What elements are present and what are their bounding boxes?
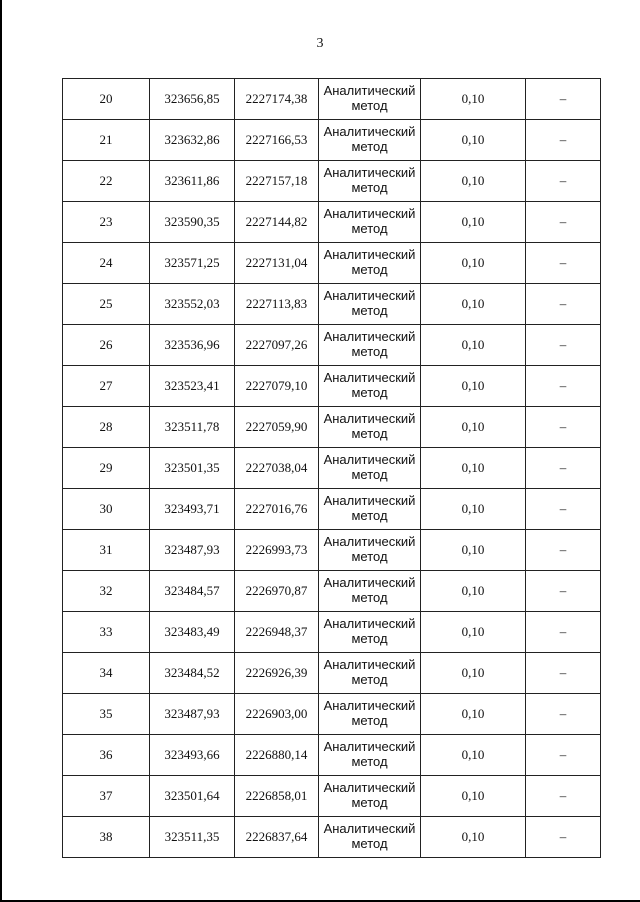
method-line-2: метод <box>351 631 388 646</box>
method-line-1: Аналитический <box>323 206 416 222</box>
method-line-2: метод <box>351 180 388 195</box>
method-line-2: метод <box>351 262 388 277</box>
page-number: 3 <box>316 36 324 51</box>
note-cell: – <box>526 489 601 530</box>
point-number-cell: 32 <box>63 571 150 612</box>
x-coordinate-cell: 323511,78 <box>150 407 235 448</box>
table-row <box>63 79 601 120</box>
x-coordinate-cell: 323493,66 <box>150 735 235 776</box>
point-number-cell: 38 <box>63 817 150 858</box>
table-row <box>63 489 601 530</box>
accuracy-cell: 0,10 <box>421 407 526 448</box>
point-number-cell: 23 <box>63 202 150 243</box>
accuracy-cell: 0,10 <box>421 202 526 243</box>
x-coordinate-cell: 323536,96 <box>150 325 235 366</box>
y-coordinate-cell: 2227144,82 <box>235 202 319 243</box>
method-line-1: Аналитический <box>323 698 416 714</box>
table-row <box>63 243 601 284</box>
y-coordinate-cell: 2227166,53 <box>235 120 319 161</box>
accuracy-cell: 0,10 <box>421 325 526 366</box>
note-cell: – <box>526 79 601 120</box>
x-coordinate-cell: 323487,93 <box>150 694 235 735</box>
x-coordinate-cell: 323501,35 <box>150 448 235 489</box>
x-coordinate-cell: 323501,64 <box>150 776 235 817</box>
note-cell: – <box>526 202 601 243</box>
point-number-cell: 22 <box>63 161 150 202</box>
coordinates-table-body <box>63 79 601 858</box>
y-coordinate-cell: 2226970,87 <box>235 571 319 612</box>
x-coordinate-cell: 323523,41 <box>150 366 235 407</box>
method-cell <box>319 530 421 571</box>
point-number-cell: 31 <box>63 530 150 571</box>
note-cell: – <box>526 530 601 571</box>
method-line-2: метод <box>351 139 388 154</box>
x-coordinate-cell: 323611,86 <box>150 161 235 202</box>
method-cell <box>319 489 421 530</box>
table-row <box>63 325 601 366</box>
y-coordinate-cell: 2227038,04 <box>235 448 319 489</box>
x-coordinate-cell: 323484,57 <box>150 571 235 612</box>
method-line-1: Аналитический <box>323 124 416 140</box>
method-line-1: Аналитический <box>323 780 416 796</box>
method-line-2: метод <box>351 467 388 482</box>
method-line-1: Аналитический <box>323 288 416 304</box>
table-row <box>63 735 601 776</box>
x-coordinate-cell: 323493,71 <box>150 489 235 530</box>
y-coordinate-cell: 2226880,14 <box>235 735 319 776</box>
method-cell <box>319 694 421 735</box>
y-coordinate-cell: 2226926,39 <box>235 653 319 694</box>
note-cell: – <box>526 120 601 161</box>
y-coordinate-cell: 2226837,64 <box>235 817 319 858</box>
point-number-cell: 25 <box>63 284 150 325</box>
note-cell: – <box>526 735 601 776</box>
method-line-2: метод <box>351 672 388 687</box>
table-row <box>63 448 601 489</box>
point-number-cell: 26 <box>63 325 150 366</box>
table-row <box>63 407 601 448</box>
method-line-2: метод <box>351 713 388 728</box>
note-cell: – <box>526 284 601 325</box>
point-number-cell: 33 <box>63 612 150 653</box>
point-number-cell: 29 <box>63 448 150 489</box>
accuracy-cell: 0,10 <box>421 79 526 120</box>
x-coordinate-cell: 323483,49 <box>150 612 235 653</box>
y-coordinate-cell: 2227059,90 <box>235 407 319 448</box>
table-row <box>63 612 601 653</box>
x-coordinate-cell: 323511,35 <box>150 817 235 858</box>
point-number-cell: 21 <box>63 120 150 161</box>
method-cell <box>319 653 421 694</box>
x-coordinate-cell: 323484,52 <box>150 653 235 694</box>
accuracy-cell: 0,10 <box>421 366 526 407</box>
y-coordinate-cell: 2227097,26 <box>235 325 319 366</box>
method-cell <box>319 243 421 284</box>
accuracy-cell: 0,10 <box>421 653 526 694</box>
method-line-1: Аналитический <box>323 821 416 837</box>
y-coordinate-cell: 2227016,76 <box>235 489 319 530</box>
note-cell: – <box>526 653 601 694</box>
method-line-1: Аналитический <box>323 657 416 673</box>
accuracy-cell: 0,10 <box>421 612 526 653</box>
point-number-cell: 34 <box>63 653 150 694</box>
table-row <box>63 202 601 243</box>
point-number-cell: 37 <box>63 776 150 817</box>
table-row <box>63 366 601 407</box>
note-cell: – <box>526 407 601 448</box>
table-row <box>63 571 601 612</box>
y-coordinate-cell: 2227157,18 <box>235 161 319 202</box>
method-line-2: метод <box>351 836 388 851</box>
method-line-2: метод <box>351 385 388 400</box>
method-cell <box>319 817 421 858</box>
note-cell: – <box>526 571 601 612</box>
note-cell: – <box>526 161 601 202</box>
y-coordinate-cell: 2226903,00 <box>235 694 319 735</box>
point-number-cell: 28 <box>63 407 150 448</box>
scan-left-edge <box>0 0 2 902</box>
method-cell <box>319 407 421 448</box>
method-cell <box>319 120 421 161</box>
method-cell <box>319 366 421 407</box>
x-coordinate-cell: 323632,86 <box>150 120 235 161</box>
note-cell: – <box>526 325 601 366</box>
x-coordinate-cell: 323487,93 <box>150 530 235 571</box>
accuracy-cell: 0,10 <box>421 776 526 817</box>
x-coordinate-cell: 323656,85 <box>150 79 235 120</box>
method-line-1: Аналитический <box>323 83 416 99</box>
x-coordinate-cell: 323571,25 <box>150 243 235 284</box>
x-coordinate-cell: 323590,35 <box>150 202 235 243</box>
method-line-1: Аналитический <box>323 411 416 427</box>
table-row <box>63 653 601 694</box>
y-coordinate-cell: 2227113,83 <box>235 284 319 325</box>
method-line-2: метод <box>351 344 388 359</box>
method-cell <box>319 571 421 612</box>
accuracy-cell: 0,10 <box>421 571 526 612</box>
accuracy-cell: 0,10 <box>421 243 526 284</box>
point-number-cell: 24 <box>63 243 150 284</box>
method-cell <box>319 612 421 653</box>
coordinates-table <box>62 78 601 858</box>
method-line-2: метод <box>351 426 388 441</box>
method-line-2: метод <box>351 549 388 564</box>
accuracy-cell: 0,10 <box>421 284 526 325</box>
method-cell <box>319 79 421 120</box>
method-cell <box>319 284 421 325</box>
note-cell: – <box>526 776 601 817</box>
method-line-1: Аналитический <box>323 534 416 550</box>
accuracy-cell: 0,10 <box>421 489 526 530</box>
method-line-1: Аналитический <box>323 370 416 386</box>
method-line-2: метод <box>351 508 388 523</box>
note-cell: – <box>526 243 601 284</box>
method-line-1: Аналитический <box>323 575 416 591</box>
note-cell: – <box>526 612 601 653</box>
method-line-1: Аналитический <box>323 452 416 468</box>
point-number-cell: 35 <box>63 694 150 735</box>
table-row <box>63 284 601 325</box>
point-number-cell: 27 <box>63 366 150 407</box>
accuracy-cell: 0,10 <box>421 120 526 161</box>
method-line-1: Аналитический <box>323 493 416 509</box>
method-cell <box>319 325 421 366</box>
method-line-1: Аналитический <box>323 616 416 632</box>
accuracy-cell: 0,10 <box>421 735 526 776</box>
note-cell: – <box>526 448 601 489</box>
table-row <box>63 161 601 202</box>
point-number-cell: 30 <box>63 489 150 530</box>
method-cell <box>319 776 421 817</box>
table-row <box>63 694 601 735</box>
method-cell <box>319 202 421 243</box>
y-coordinate-cell: 2227079,10 <box>235 366 319 407</box>
method-line-1: Аналитический <box>323 165 416 181</box>
table-row <box>63 817 601 858</box>
method-line-2: метод <box>351 795 388 810</box>
point-number-cell: 20 <box>63 79 150 120</box>
accuracy-cell: 0,10 <box>421 448 526 489</box>
method-cell <box>319 735 421 776</box>
table-row <box>63 120 601 161</box>
y-coordinate-cell: 2226993,73 <box>235 530 319 571</box>
accuracy-cell: 0,10 <box>421 530 526 571</box>
table-row <box>63 776 601 817</box>
method-line-2: метод <box>351 98 388 113</box>
method-line-2: метод <box>351 303 388 318</box>
y-coordinate-cell: 2227174,38 <box>235 79 319 120</box>
accuracy-cell: 0,10 <box>421 161 526 202</box>
method-line-2: метод <box>351 221 388 236</box>
point-number-cell: 36 <box>63 735 150 776</box>
method-cell <box>319 448 421 489</box>
note-cell: – <box>526 817 601 858</box>
table-row <box>63 530 601 571</box>
y-coordinate-cell: 2227131,04 <box>235 243 319 284</box>
method-line-1: Аналитический <box>323 739 416 755</box>
method-line-2: метод <box>351 754 388 769</box>
y-coordinate-cell: 2226948,37 <box>235 612 319 653</box>
method-cell <box>319 161 421 202</box>
x-coordinate-cell: 323552,03 <box>150 284 235 325</box>
accuracy-cell: 0,10 <box>421 817 526 858</box>
note-cell: – <box>526 366 601 407</box>
method-line-2: метод <box>351 590 388 605</box>
accuracy-cell: 0,10 <box>421 694 526 735</box>
note-cell: – <box>526 694 601 735</box>
method-line-1: Аналитический <box>323 247 416 263</box>
y-coordinate-cell: 2226858,01 <box>235 776 319 817</box>
method-line-1: Аналитический <box>323 329 416 345</box>
